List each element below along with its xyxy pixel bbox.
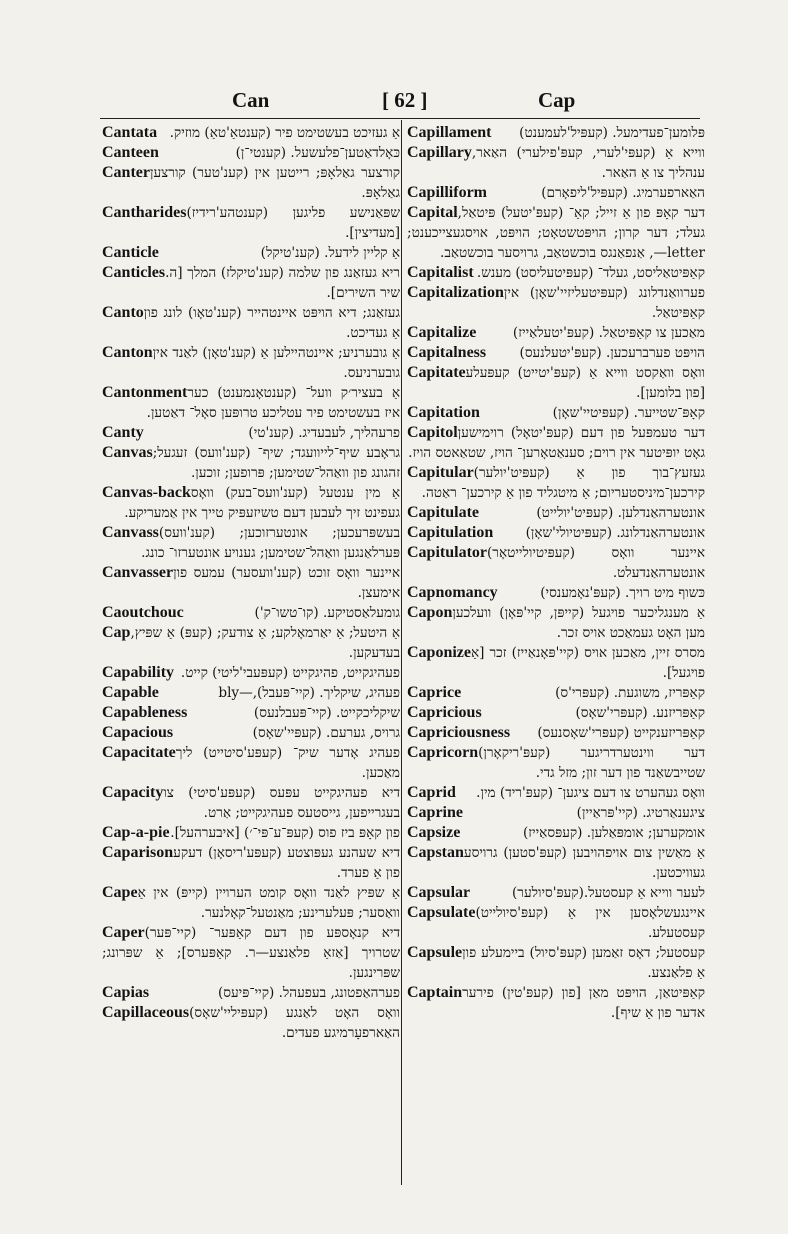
- dictionary-entry: [100, 263, 400, 303]
- definition-text: שיקליכקייט. (קיי־פּעבלנעס): [253, 705, 400, 721]
- dictionary-entry: [100, 603, 400, 623]
- dictionary-entry: [100, 203, 400, 243]
- dictionary-entry: [405, 843, 705, 883]
- definition-text: אַ מין ענטעל (קענ'וועס־בעק) וואָס געפינט זיך לעבען דעם טשיזעפּיק טייך אין אַמעריקע.: [124, 485, 400, 521]
- dictionary-entry: [405, 603, 705, 643]
- definition-text: אונטערהאַנדלען. (קעפּיט'יולייט): [536, 505, 705, 521]
- definition: [405, 343, 705, 363]
- dictionary-entry: [405, 783, 705, 803]
- headword: Capitalness: [407, 344, 487, 361]
- headword: Canter: [102, 164, 150, 181]
- definition: [100, 343, 400, 383]
- dictionary-entry: [100, 123, 400, 143]
- column-divider: [401, 120, 402, 1185]
- dictionary-entry: [100, 143, 400, 163]
- definition: [100, 683, 400, 703]
- definition: [100, 883, 400, 923]
- definition: [100, 123, 400, 143]
- definition-text: דער קאָפּ פון אַ זייל; קאַ־ (קעפּ'יטעל) פּיטאַל, געלד; דער קרון; הויפּטשטאָט; הויפּט, אויסגעצייכענט; letter—, אַנפאַנגס בוכשטאַב, גרויסער בוכשטאַב.: [407, 205, 705, 261]
- definition-text: אַ מענגליכער פויגעל (קייפּן, קיי'פּאָן) וועלכען מען האָט געמאַכט אויס זכר.: [452, 605, 705, 641]
- definition: [100, 843, 400, 883]
- definition: [405, 403, 705, 423]
- definition: [100, 203, 400, 243]
- headword: Capitular: [407, 464, 474, 481]
- dictionary-entry: [405, 683, 705, 703]
- headword: Caprice: [407, 684, 462, 701]
- definition-text: קאַפּריז, משוגעת. (קעפּרי'ס): [555, 685, 705, 701]
- headword: Capitalization: [407, 284, 504, 301]
- definition-text: לעער ווייא אַ קעסטעל.(קעפּ'סיולער): [511, 885, 705, 901]
- headword: Capable: [102, 684, 159, 701]
- headword: Capitulate: [407, 504, 479, 521]
- dictionary-entry: [100, 723, 400, 743]
- dictionary-entry: [405, 803, 705, 823]
- dictionary-entry: [405, 583, 705, 603]
- definition: [100, 423, 400, 443]
- dictionary-entry: [100, 823, 400, 843]
- definition-text: אַ געזיכט בעשטימט פיר (קענטאַ'טאַ) מוזיק.: [169, 125, 400, 141]
- definition-text: פערהאַפטונג, בעפעהל. (קיי־פּיעס): [217, 985, 400, 1001]
- headword: Caponize: [407, 644, 471, 661]
- definition: [100, 523, 400, 563]
- dictionary-entry: [405, 943, 705, 983]
- headword: Capital: [407, 204, 458, 221]
- definition-text: קאַפּריזנע. (קעפּרי'שאָס): [575, 705, 705, 721]
- definition: [405, 323, 705, 343]
- definition-text: איינער וואָס (קעפּיטיולייטאָר) אונטערהאַנדעלט.: [487, 545, 705, 581]
- headword: Capability: [102, 664, 175, 681]
- headword: Canticle: [102, 244, 159, 261]
- definition: [405, 983, 705, 1023]
- definition: [405, 943, 705, 983]
- definition-text: כּשוף מיט רויך. (קעפּ'נאָמענסי): [540, 585, 705, 601]
- dictionary-entry: [100, 163, 400, 203]
- definition-text: פּלומען־פעדימעל. (קעפּיל'לעמענט): [519, 125, 705, 141]
- definition: [100, 383, 400, 423]
- headword: Capsulate: [407, 904, 476, 921]
- headword: Capitalist: [407, 264, 474, 281]
- dictionary-entry: [405, 503, 705, 523]
- definition-text: אַ גובערניע; איינטהיילען אַ (קענ'טאָן) לאַנד אין גובערניעס.: [152, 345, 400, 381]
- headword: Capacious: [102, 724, 174, 741]
- dictionary-entry: [405, 363, 705, 403]
- definition-text: קעסטעל; דאָס זאַמען (קעפּ'סיול) ביימעלע פון אַ פלאַנצע.: [462, 945, 705, 981]
- page-number: [ 62 ]: [382, 88, 428, 112]
- dictionary-entry: [405, 823, 705, 843]
- headword: Capillaceous: [102, 1004, 190, 1021]
- definition-text: געזעץ־בוך פון אַ (קעפּיט'יולער) קירכען־מיניסטעריום; אַ מיטגליד פון אַ קירכען־ ראַטה.: [421, 465, 705, 501]
- definition: [100, 143, 400, 163]
- headword: Canvasser: [102, 564, 174, 581]
- dictionary-entry: [100, 743, 400, 783]
- headword: Capillament: [407, 124, 492, 141]
- definition-text: דער טעמפּעל פון דעם (קעפּ'יטאָל) רוימישען גאָט יופּיטער אין רוים; סענאַטאָרען־ הויז, שטאַאטס הויז.: [408, 425, 705, 461]
- headword: Caper: [102, 924, 145, 941]
- headword: Canvas-back: [102, 484, 191, 501]
- dictionary-entry: [405, 743, 705, 783]
- definition-text: מאַכען צו קאַפּיטאַל. (קעפּ'יטעלאַייז): [512, 325, 705, 341]
- dictionary-entry: [100, 303, 400, 343]
- definition-text: פעהיגקייט, פהיגקייט (קעפּעבי'ליטי) קייט.: [180, 665, 400, 681]
- definition: [405, 643, 705, 683]
- headword: Capitation: [407, 404, 480, 421]
- definition: [100, 743, 400, 783]
- definition-text: דיא שעהנע געפּוצטע (קעפּע'ריסאָן) דעקע פון אַ פערד.: [173, 845, 400, 881]
- definition-text: גומעלאַסטיקע. (קו־טשו־ק'): [254, 605, 400, 621]
- dictionary-entry: [100, 563, 400, 603]
- headword: Capableness: [102, 704, 188, 721]
- headword: Canvass: [102, 524, 159, 541]
- definition-text: דיא קנאָספּע פון דעם קאַפּער־ (קיי־פּער) שטרויך [אַזאַ פלאַנצע—ר. קאַפּערס]; אַ שפּרונג; שפּרינגען.: [102, 925, 400, 981]
- headword: Cantata: [102, 124, 158, 141]
- headword: Capitate: [407, 364, 466, 381]
- definition-text: אַ שפּיץ לאַנד וואָס קומט הערויין (קייפּ) אין אַ וואַסער; פּעלערינע; מאַנטעל־קאָלנער.: [137, 885, 400, 921]
- definition: [405, 883, 705, 903]
- definition: [405, 363, 705, 403]
- headword: Canty: [102, 424, 144, 441]
- definition-text: כּאָלדאַטען־פלעשעל. (קענטי־ן): [235, 145, 400, 161]
- headword: Caprid: [407, 784, 456, 801]
- headword: Capilliform: [407, 184, 487, 201]
- definition: [405, 283, 705, 323]
- definition: [405, 743, 705, 783]
- dictionary-entry: [405, 423, 705, 463]
- definition: [405, 703, 705, 723]
- headword: Canto: [102, 304, 144, 321]
- headword: Capricorn: [407, 744, 479, 761]
- definition: [405, 543, 705, 583]
- running-head-right: Cap: [538, 88, 576, 112]
- headword: Capstan: [407, 844, 464, 861]
- definition: [405, 823, 705, 843]
- headword: Capnomancy: [407, 584, 498, 601]
- headword: Canvas: [102, 444, 153, 461]
- definition: [405, 463, 705, 503]
- dictionary-entry: [405, 123, 705, 143]
- headword: Canteen: [102, 144, 159, 161]
- definition: [405, 143, 705, 183]
- headword: Capacitate: [102, 744, 176, 761]
- definition: [405, 503, 705, 523]
- definition-text: גרויס, גערעם. (קעפּיי'שאָס): [252, 725, 400, 741]
- definition-text: אומקערען; אומפּאַלען. (קעפּסאַייז): [522, 825, 705, 841]
- dictionary-entry: [405, 183, 705, 203]
- definition-text: גראָבע שיף־לייוועגד; שיף־ (קענ'וועס) זעגעל; זהגונג פון וואַהל־שטימען; פּרופען; זוכען.: [152, 445, 400, 481]
- definition-text: קאָפּ־שטייער. (קעפּיטיי'שאָן): [552, 405, 705, 421]
- headword: Capriciousness: [407, 724, 511, 741]
- headword: Canticles: [102, 264, 166, 281]
- definition-text: פרעהליך, לעבעדיג. (קענ'טי): [248, 425, 400, 441]
- definition-text: אונטערהאַנדלונג. (קעפּיטיולי'שאָן): [525, 525, 705, 541]
- headword: Cap: [102, 624, 131, 641]
- headword: Caparison: [102, 844, 174, 861]
- definition: [100, 563, 400, 603]
- headword: Capitulation: [407, 524, 494, 541]
- headword: Capricious: [407, 704, 482, 721]
- dictionary-entry: [405, 323, 705, 343]
- dictionary-entry: [100, 383, 400, 423]
- definition-text: וואָס האָט לאַנגע (קעפּיליי'שאָס) האַארפעָרמיגע פעדים.: [189, 1005, 400, 1041]
- definition-text: האַארפערמיג. (קעפּיל'ליפאָרם): [541, 185, 705, 201]
- dictionary-entry: [100, 423, 400, 443]
- dictionary-entry: [100, 683, 400, 703]
- dictionary-entry: [100, 343, 400, 383]
- definition: [405, 843, 705, 883]
- definition: [405, 423, 705, 463]
- dictionary-entry: [405, 463, 705, 503]
- definition-text: פערוואַנדלונג (קעפּיטעליזיי'שאָן) אין קאַפּיטאַל.: [503, 285, 705, 321]
- definition: [100, 243, 400, 263]
- definition: [405, 183, 705, 203]
- dictionary-entry: [100, 843, 400, 883]
- headword: Cape: [102, 884, 138, 901]
- definition-text: דיא פעהיגקייט עפּעס (קעפּע'סיטי) צו בעגרייפען, גייסטעס פעהיגקייט; אַרט.: [163, 785, 400, 821]
- definition: [405, 903, 705, 943]
- dictionary-entry: [405, 983, 705, 1023]
- definition: [405, 683, 705, 703]
- dictionary-entry: [405, 143, 705, 183]
- headword: Capias: [102, 984, 150, 1001]
- definition-text: מסרס זיין, מאַכען אויס (קיי'פּאָנאַייז) זכר [אַ פויגעל].: [471, 645, 705, 681]
- definition: [405, 123, 705, 143]
- dictionary-entry: [405, 903, 705, 943]
- definition: [100, 263, 400, 303]
- definition: [100, 723, 400, 743]
- dictionary-entry: [405, 523, 705, 543]
- dictionary-entry: [100, 923, 400, 983]
- headword: Caoutchouc: [102, 604, 184, 621]
- dictionary-entry: [405, 343, 705, 363]
- dictionary-entry: [100, 983, 400, 1003]
- definition-text: ריא געזאַנג פון שלמה (קענ'טיקלז) המלך [ה. שיר השירים].: [165, 265, 400, 301]
- right-column: [405, 123, 705, 1023]
- definition-text: פעהיג, שיקליך. (קיי־פּעבל),—bly: [218, 685, 400, 701]
- dictionary-entry: [405, 723, 705, 743]
- dictionary-entry: [100, 623, 400, 663]
- definition: [405, 723, 705, 743]
- definition: [405, 523, 705, 543]
- dictionary-entry: [100, 443, 400, 483]
- definition: [100, 783, 400, 823]
- definition: [100, 983, 400, 1003]
- dictionary-entry: [100, 703, 400, 723]
- running-head-left: Can: [232, 88, 270, 112]
- header-rule: [100, 118, 700, 119]
- dictionary-entry: [405, 703, 705, 723]
- headword: Capitalize: [407, 324, 477, 341]
- definition: [405, 783, 705, 803]
- definition: [405, 603, 705, 643]
- definition-text: בעשפּרעכען; אונטערזוכען; (קענ'וועס) פּערלאַנגען וואַהל־שטימען; גענויע אונטערזו־ כונג.: [141, 525, 400, 561]
- definition: [100, 303, 400, 343]
- headword: Cantharides: [102, 204, 187, 221]
- dictionary-entry: [100, 1003, 400, 1043]
- definition-text: קורצער גאַלאָפּ; רייטען אין (קענ'טער) קורצען גאַלאָפּ.: [149, 165, 400, 201]
- definition-text: איינער וואָס זוכט (קענ'וועסער) עמעס פון אימעצן.: [173, 565, 400, 601]
- headword: Capsule: [407, 944, 463, 961]
- definition: [100, 1003, 400, 1043]
- definition: [100, 623, 400, 663]
- definition-text: קאַפּריזענקייט (קעפּרי'שאָסנעס): [537, 725, 705, 741]
- definition-text: איינגעשלאָסען אין אַ (קעפּ'סיולייט) קעסטעלע.: [475, 905, 705, 941]
- definition-text: אַ בעציר׳ק וועל־ (קענטאָנמענט) כער איז בעשטימט פיר עטליכע טרופּען סאָל־ דאַטען.: [146, 385, 400, 421]
- definition: [100, 823, 400, 843]
- definition-text: אַ קליין לידעל. (קענ'טיקל): [260, 245, 400, 261]
- definition: [100, 663, 400, 683]
- definition-text: הויפּט פערברעכען. (קעפּ'יטעלנעס): [519, 345, 705, 361]
- definition: [405, 803, 705, 823]
- dictionary-entry: [405, 263, 705, 283]
- left-column: [100, 123, 400, 1043]
- definition-text: קאַפּיטאַן, הויפּט מאַן [פון (קעפּ'טין) פירער אדער פון אַ שיף].: [462, 985, 705, 1021]
- dictionary-entry: [100, 483, 400, 523]
- dictionary-entry: [100, 883, 400, 923]
- dictionary-entry: [405, 403, 705, 423]
- definition-text: וואָס וואַקסט ווייא אַ (קעפּ'יטייט) קעפּעלע [פון בלומען].: [465, 365, 705, 401]
- definition: [100, 163, 400, 203]
- definition: [100, 703, 400, 723]
- dictionary-entry: [405, 643, 705, 683]
- dictionary-entry: [405, 203, 705, 263]
- dictionary-entry: [405, 543, 705, 583]
- dictionary-entry: [100, 523, 400, 563]
- headword: Capacity: [102, 784, 164, 801]
- definition-text: קאַפּיטאַליסט, געלד־ (קעפּיטעליסט) מענש.: [476, 265, 705, 281]
- headword: Cantonment: [102, 384, 188, 401]
- definition: [100, 603, 400, 623]
- definition: [100, 443, 400, 483]
- definition: [405, 263, 705, 283]
- definition-text: פון קאָפּ ביז פוס (קעפּ־ע־פּי־׳) [איבערהעל].: [170, 825, 400, 841]
- dictionary-entry: [100, 243, 400, 263]
- definition: [405, 203, 705, 263]
- dictionary-entry: [405, 283, 705, 323]
- headword: Captain: [407, 984, 463, 1001]
- definition-text: ציגענאַרטיג. (קיי'פּראַיין): [576, 805, 705, 821]
- headword: Capon: [407, 604, 453, 621]
- definition: [100, 483, 400, 523]
- headword: Canton: [102, 344, 153, 361]
- definition-text: געזאַנג; דיא הויפּט איינטהייר (קענ'טאָו) לונג פון אַ געדיכט.: [143, 305, 400, 341]
- definition-text: וואָס געהערט צו דעם ציגען־ (קעפּ'ריד) מין.: [476, 785, 705, 801]
- definition: [100, 923, 400, 983]
- definition-text: אַ היטעל; אַ יאַרמאָלקע; אַ צודעק; (קעפּ) אַ שפּיץ, בעדעקען.: [130, 625, 400, 661]
- headword: Caprine: [407, 804, 463, 821]
- definition-text: ווייא אַ (קעפּי'לערי, קעפּ'פילערי) האַאר, ענהליך צו אַ האַאר.: [471, 145, 705, 181]
- dictionary-entry: [100, 783, 400, 823]
- headword: Capillary: [407, 144, 472, 161]
- headword: Capsular: [407, 884, 471, 901]
- dictionary-entry: [100, 663, 400, 683]
- definition-text: פעהיג אָדער שיק־ (קעפּע'סיטייט) ליך מאַכען.: [175, 745, 400, 781]
- headword: Cap-a-pie: [102, 824, 170, 841]
- definition-text: דער ווינטערדריגער (קעפּ'ריקאָרן) שטייבשאַנד פון דער זון; מזל גדי.: [478, 745, 705, 781]
- dictionary-entry: [405, 883, 705, 903]
- definition-text: שפּאַנישע פליגען (קענטהע'רידיז) [מעדיצין].: [186, 205, 400, 241]
- definition: [405, 583, 705, 603]
- definition-text: אַ מאַשין צום אויפהויבען (קעפּ'סטען) גרויסע געוויכטען.: [463, 845, 705, 881]
- headword: Capitol: [407, 424, 458, 441]
- headword: Capsize: [407, 824, 461, 841]
- headword: Capitulator: [407, 544, 487, 561]
